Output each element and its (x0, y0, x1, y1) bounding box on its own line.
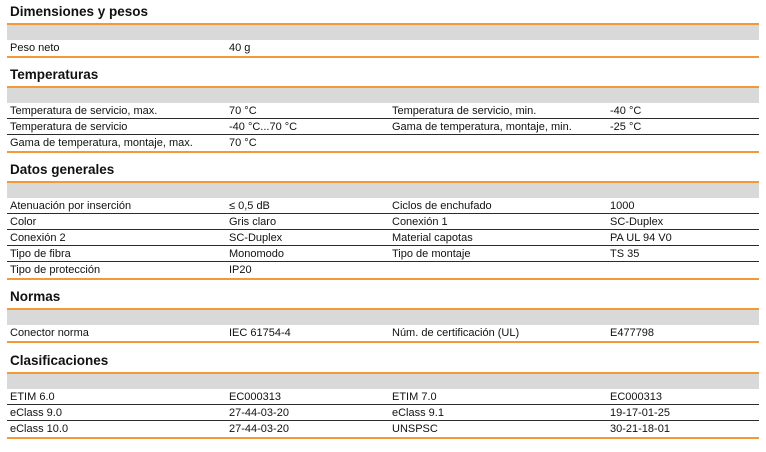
section-bottom-rule (7, 278, 759, 280)
spec-value: EC000313 (610, 391, 662, 403)
spec-row (7, 40, 759, 56)
spec-value: IP20 (229, 264, 252, 276)
spec-label: Color (10, 216, 37, 228)
spec-value: ≤ 0,5 dB (229, 200, 270, 212)
spec-row (7, 262, 759, 278)
section-header-band (7, 310, 759, 325)
section-bottom-rule (7, 56, 759, 58)
spec-value: 27-44-03-20 (229, 407, 289, 419)
spec-label: Peso neto (10, 42, 60, 54)
section-title: Clasificaciones (10, 353, 109, 368)
spec-value: -25 °C (610, 121, 642, 133)
spec-row (7, 246, 759, 262)
spec-label: Temperatura de servicio (10, 121, 128, 133)
spec-label: Gama de temperatura, montaje, min. (392, 121, 572, 133)
spec-value: 27-44-03-20 (229, 423, 289, 435)
spec-value: 40 g (229, 42, 251, 54)
spec-value: 1000 (610, 200, 635, 212)
spec-label: Atenuación por inserción (10, 200, 132, 212)
spec-row (7, 421, 759, 437)
spec-value: Gris claro (229, 216, 277, 228)
section-header-band (7, 25, 759, 40)
spec-label: Material capotas (392, 232, 473, 244)
spec-label: UNSPSC (392, 423, 438, 435)
spec-value: SC-Duplex (610, 216, 664, 228)
spec-row (7, 325, 759, 341)
spec-row (7, 389, 759, 405)
spec-row (7, 135, 759, 151)
spec-label: Tipo de fibra (10, 248, 71, 260)
spec-row (7, 198, 759, 214)
spec-label: eClass 9.0 (10, 407, 62, 419)
spec-label: Núm. de certificación (UL) (392, 327, 520, 339)
spec-label: Conexión 1 (392, 216, 448, 228)
spec-label: ETIM 7.0 (392, 391, 437, 403)
section-bottom-rule (7, 151, 759, 153)
spec-value: 70 °C (229, 105, 257, 117)
spec-row (7, 214, 759, 230)
section-title: Datos generales (10, 162, 115, 177)
section-bottom-rule (7, 437, 759, 439)
spec-value: Monomodo (229, 248, 285, 260)
spec-value: PA UL 94 V0 (610, 232, 672, 244)
section-header-band (7, 88, 759, 103)
spec-label: eClass 9.1 (392, 407, 444, 419)
spec-label: Tipo de protección (10, 264, 101, 276)
spec-value: E477798 (610, 327, 655, 339)
spec-value: IEC 61754-4 (229, 327, 291, 339)
spec-label: Tipo de montaje (392, 248, 471, 260)
spec-row (7, 405, 759, 421)
spec-value: 30-21-18-01 (610, 423, 670, 435)
spec-value: 70 °C (229, 137, 257, 149)
spec-value: TS 35 (610, 248, 640, 260)
spec-label: Gama de temperatura, montaje, max. (10, 137, 193, 149)
spec-label: eClass 10.0 (10, 423, 69, 435)
section-bottom-rule (7, 341, 759, 343)
section-header-band (7, 374, 759, 389)
spec-label: Conexión 2 (10, 232, 66, 244)
section-title: Temperaturas (10, 67, 99, 82)
spec-label: ETIM 6.0 (10, 391, 55, 403)
spec-value: -40 °C (610, 105, 642, 117)
spec-value: -40 °C...70 °C (229, 121, 298, 133)
spec-label: Temperatura de servicio, max. (10, 105, 158, 117)
spec-value: 19-17-01-25 (610, 407, 670, 419)
spec-value: EC000313 (229, 391, 281, 403)
spec-row (7, 103, 759, 119)
section-title: Dimensiones y pesos (10, 4, 149, 19)
spec-row (7, 119, 759, 135)
spec-value: SC-Duplex (229, 232, 283, 244)
spec-label: Ciclos de enchufado (392, 200, 492, 212)
section-title: Normas (10, 289, 61, 304)
spec-label: Conector norma (10, 327, 89, 339)
spec-label: Temperatura de servicio, min. (392, 105, 537, 117)
section-header-band (7, 183, 759, 198)
spec-row (7, 230, 759, 246)
